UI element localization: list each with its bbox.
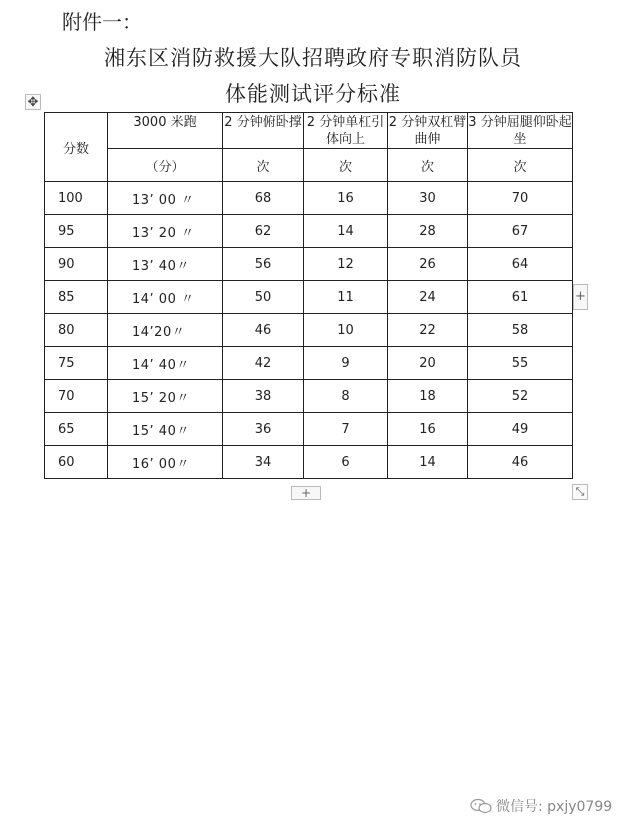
column-header-dip: 2 分钟双杠臂曲伸 xyxy=(388,113,468,149)
table-row xyxy=(45,281,573,314)
cell-dip: 26 xyxy=(388,248,468,281)
document-subtitle: 体能测试评分标准 xyxy=(225,82,401,106)
cell-pushup: 50 xyxy=(223,281,304,314)
table-header-row xyxy=(45,113,573,149)
wechat-watermark xyxy=(470,796,612,816)
table-row xyxy=(45,215,573,248)
cell-run: 16’ 00〃 xyxy=(108,446,223,479)
cell-pushup: 42 xyxy=(223,347,304,380)
cell-situp: 61 xyxy=(468,281,573,314)
column-header-pullup: 2 分钟单杠引体向上 xyxy=(304,113,388,149)
add-row-button[interactable]: + xyxy=(291,486,321,500)
cell-score: 100 xyxy=(45,182,108,215)
column-header-pushup: 2 分钟俯卧撑 xyxy=(223,113,304,149)
cell-run: 14’ 00 〃 xyxy=(108,281,223,314)
table-row xyxy=(45,314,573,347)
table-row xyxy=(45,446,573,479)
unit-pullup: 次 xyxy=(304,149,388,182)
cell-dip: 30 xyxy=(388,182,468,215)
column-header-situp: 3 分钟屈腿仰卧起坐 xyxy=(468,113,573,149)
score-table xyxy=(44,112,573,479)
table-row xyxy=(45,248,573,281)
add-column-button[interactable]: + xyxy=(573,284,588,310)
cell-run: 14’ 40〃 xyxy=(108,347,223,380)
table-row xyxy=(45,380,573,413)
cell-pullup: 9 xyxy=(304,347,388,380)
cell-situp: 70 xyxy=(468,182,573,215)
cell-dip: 24 xyxy=(388,281,468,314)
cell-run: 15’ 20〃 xyxy=(108,380,223,413)
cell-run: 15’ 40〃 xyxy=(108,413,223,446)
cell-pushup: 34 xyxy=(223,446,304,479)
cell-pullup: 11 xyxy=(304,281,388,314)
cell-pushup: 38 xyxy=(223,380,304,413)
table-row xyxy=(45,182,573,215)
cell-pullup: 12 xyxy=(304,248,388,281)
table-row xyxy=(45,347,573,380)
attachment-label: 附件一： xyxy=(62,10,142,34)
cell-score: 70 xyxy=(45,380,108,413)
cell-score: 95 xyxy=(45,215,108,248)
cell-pushup: 46 xyxy=(223,314,304,347)
unit-dip: 次 xyxy=(388,149,468,182)
unit-pushup: 次 xyxy=(223,149,304,182)
cell-pullup: 7 xyxy=(304,413,388,446)
cell-run: 14’20〃 xyxy=(108,314,223,347)
column-header-run: 3000 米跑 xyxy=(108,113,223,149)
cell-dip: 16 xyxy=(388,413,468,446)
cell-score: 60 xyxy=(45,446,108,479)
cell-pushup: 36 xyxy=(223,413,304,446)
cell-pushup: 68 xyxy=(223,182,304,215)
cell-pullup: 6 xyxy=(304,446,388,479)
cell-score: 75 xyxy=(45,347,108,380)
table-move-icon[interactable]: ✥ xyxy=(25,94,41,110)
cell-dip: 14 xyxy=(388,446,468,479)
cell-situp: 67 xyxy=(468,215,573,248)
cell-situp: 52 xyxy=(468,380,573,413)
cell-score: 90 xyxy=(45,248,108,281)
cell-pullup: 10 xyxy=(304,314,388,347)
cell-pullup: 16 xyxy=(304,182,388,215)
cell-pullup: 14 xyxy=(304,215,388,248)
cell-situp: 55 xyxy=(468,347,573,380)
cell-situp: 64 xyxy=(468,248,573,281)
table-row xyxy=(45,413,573,446)
unit-row xyxy=(45,149,573,182)
cell-dip: 22 xyxy=(388,314,468,347)
table-resize-icon[interactable]: ⤡ xyxy=(572,484,588,500)
cell-run: 13’ 00 〃 xyxy=(108,182,223,215)
cell-pullup: 8 xyxy=(304,380,388,413)
cell-pushup: 56 xyxy=(223,248,304,281)
cell-run: 13’ 20 〃 xyxy=(108,215,223,248)
cell-dip: 28 xyxy=(388,215,468,248)
watermark-text: 微信号: pxjy0799 xyxy=(496,799,613,815)
wechat-icon xyxy=(470,798,492,814)
cell-score: 85 xyxy=(45,281,108,314)
cell-situp: 58 xyxy=(468,314,573,347)
cell-situp: 49 xyxy=(468,413,573,446)
cell-dip: 20 xyxy=(388,347,468,380)
score-column-header: 分数 xyxy=(45,113,108,182)
cell-dip: 18 xyxy=(388,380,468,413)
document-title: 湘东区消防救援大队招聘政府专职消防队员 xyxy=(104,46,522,70)
unit-run: （分） xyxy=(108,149,223,182)
cell-pushup: 62 xyxy=(223,215,304,248)
cell-situp: 46 xyxy=(468,446,573,479)
cell-score: 80 xyxy=(45,314,108,347)
cell-score: 65 xyxy=(45,413,108,446)
cell-run: 13’ 40〃 xyxy=(108,248,223,281)
unit-situp: 次 xyxy=(468,149,573,182)
